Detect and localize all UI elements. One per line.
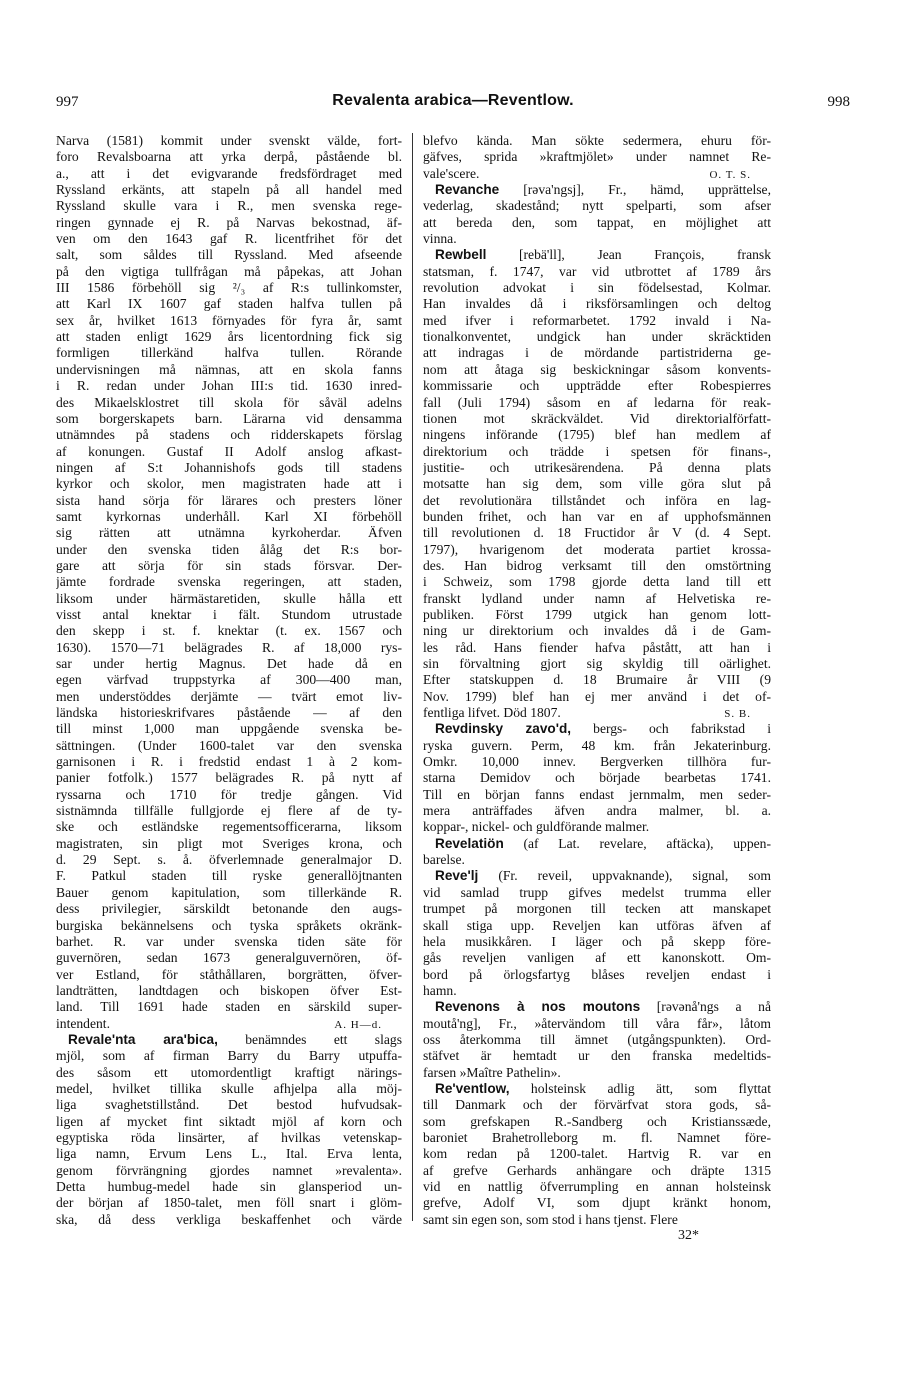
text-line: kyrkor och skolor, men magistraten hade att i xyxy=(56,476,402,492)
text-line: ven om den 1643 gaf R. licentfrihet för det xyxy=(56,231,402,247)
text-line: koppar-, nickel- och guldförande malmer. xyxy=(423,819,650,835)
text-line: till minst 1,000 man uppgående svenska be- xyxy=(56,721,402,737)
text-line: ningens införande (1795) blef han medlem af xyxy=(423,427,771,443)
entry-text: fentliga lifvet. Död 1807. xyxy=(423,705,561,721)
text-line: foro Revalsboarna att yrka derpå, påstående bl. xyxy=(56,149,402,165)
entry-text: bergs- och fabrikstad i xyxy=(571,721,771,737)
entry-text: (Fr. reveil, uppvaknande), signal, som xyxy=(478,868,771,884)
right-column xyxy=(423,133,771,1228)
page-number-right: 998 xyxy=(827,94,850,110)
text-line: trumpet på morgonen till tecken att manskapet xyxy=(423,901,771,917)
text-line: ning ur direktorium och invaldes då i de Gam- xyxy=(423,623,771,639)
entry-headword: Revenons à nos moutons xyxy=(435,999,641,1015)
text-line: guvernören, sedan 1673 generalguvernören, öf- xyxy=(56,950,402,966)
text-line: a., att i det evigvarande fredsfördraget med xyxy=(56,165,402,181)
text-line: att bereda den, som tappat, en möjlighet att xyxy=(423,214,771,230)
entry-headword: Re'ventlow, xyxy=(435,1080,510,1096)
text-line: sex år, hvilket 1613 förnyades för fyra år, samt xyxy=(56,312,402,328)
text-line: der början af 1850-talet, men föll snart i glöm- xyxy=(56,1195,402,1211)
text-line: ske och estländske regementsofficerarna, liksom xyxy=(56,819,402,835)
text-line: d. 29 Sept. s. å. öfverlemnade generalmajor D. xyxy=(56,852,402,868)
text-line: barhet. R. var under svenska tiden säte för xyxy=(56,933,402,949)
entry-first-line xyxy=(423,836,771,852)
text-line: men understöddes derjämte — tvärt emot liv- xyxy=(56,688,402,704)
entry-first-line xyxy=(423,247,771,263)
text-line: des Mikaelsklostret till skola för såväl adelns xyxy=(56,394,402,410)
text-line: blefvo kända. Man sökte sedermera, ehuru för- xyxy=(423,133,771,148)
text-line: ryssarna och 1710 för tredje gången. Vid xyxy=(56,786,402,802)
text-line: Till en början fanns endast jernmalm, men seder- xyxy=(423,786,771,802)
text-line: under den svenska tiden ålåg det R:s bor- xyxy=(56,541,402,557)
entry-headword: Revale'nta ara'bica, xyxy=(68,1031,218,1047)
text-line: des såsom ett utomordentligt kraftigt närings- xyxy=(56,1064,402,1080)
text-line: des. Han bidrog verksamt till den omstörtning xyxy=(423,557,771,573)
text-line: publiken. Först 1799 utgick han genom lott- xyxy=(423,606,771,622)
text-line: direktorium och trädde i spetsen för finans-, xyxy=(423,443,771,459)
text-line: landträtten, landtdagen och biskopen öfver Est- xyxy=(56,982,402,998)
text-line: vid en nattlig öfverrumpling en annan holsteinsk xyxy=(423,1179,771,1194)
entry-text: [rebä'll], Jean François, fransk xyxy=(486,247,771,263)
text-line: sin förvaltning gjort sig skyldig till oärlighet. xyxy=(423,656,771,671)
text-line: barelse. xyxy=(423,852,465,868)
text-line: sar under hertig Magnus. Det hade då en xyxy=(56,656,402,671)
entry-text: vale'scere. xyxy=(423,165,480,181)
text-line: kom redan på 1200-talet. Hartvig R. var en xyxy=(423,1146,771,1162)
text-line: Ryssland erkänts, att stapeln på all handel med xyxy=(56,182,402,198)
author-signature: O. T. S. xyxy=(709,168,751,181)
text-line: samt sin egen son, som stod i hans tjenst. Flere xyxy=(423,1211,678,1227)
text-line: F. Patkul staden till ryske generallöjtnanten xyxy=(56,868,402,884)
text-line: hela musikkåren. I läger och på skepp före- xyxy=(423,933,771,949)
column-divider xyxy=(412,133,413,1221)
text-line: ryska guvern. Perm, 48 km. från Jekaterinburg. xyxy=(423,737,771,753)
text-line: motsatte han sig dem, som ville göra slut på xyxy=(423,476,771,492)
entry-headword: Reve'lj xyxy=(435,868,479,884)
text-line: bord på örlogsfartyg blåses reveljen endast i xyxy=(423,966,771,982)
text-line: på den vigtiga tullfrågan må påpekas, att Johan xyxy=(56,263,402,279)
text-line: som grefskapen R.-Sandberg och Kristianssæde, xyxy=(423,1113,771,1129)
entry-headword: Revelatiön xyxy=(435,835,504,851)
text-line: medel, hvilket tillika skulle afhjelpa alla möj- xyxy=(56,1080,402,1096)
entry-first-line xyxy=(423,999,771,1015)
entry-text: benämndes ett slags xyxy=(217,1031,402,1047)
author-signature: A. H—d. xyxy=(334,1018,382,1031)
text-line: att indragas i de mördande partistriderna ge- xyxy=(423,345,771,361)
running-title: Revalenta arabica—Reventlow. xyxy=(332,92,574,109)
text-line: kommissarie och uppträdde efter Robespierres xyxy=(423,378,771,394)
text-line: Han invaldes då i riksförsamlingen och deltog xyxy=(423,296,771,312)
entry-headword: Revanche xyxy=(435,182,500,198)
text-line: salt, som såldes till Ryssland. Med afseende xyxy=(56,247,402,263)
text-line: ligen af mycket fint siktadt mjöl af korn och xyxy=(56,1113,402,1129)
entry-text: (af Lat. revelare, aftäcka), uppen- xyxy=(503,835,771,851)
text-line: sig rätten att utnämna kyrkoherdar. Äfven xyxy=(56,525,402,541)
text-line: baroniet Brahetrolleborg m. fl. Namnet före- xyxy=(423,1129,771,1145)
text-line: af konungen. Gustaf II Adolf anslog afkast- xyxy=(56,443,402,459)
text-line: oss återkomma till ämnet (utgångspunkten). Ord- xyxy=(423,1031,771,1047)
page-number-left: 997 xyxy=(56,94,79,110)
text-line: ländska historieskrifvares påstående — af den xyxy=(56,705,402,721)
text-line: fall (Juli 1794) såsom en af ledarna för reak- xyxy=(423,394,771,410)
text-line: dess privilegier, särskildt betonande den augs- xyxy=(56,901,402,917)
entry-headword: Revdinsky zavo'd, xyxy=(435,721,572,737)
text-line: genom förvrängning gjordes namnet »revalenta». xyxy=(56,1162,402,1178)
text-line: liga namn, Ervum Lens L., Ital. Erva lenta, xyxy=(56,1146,402,1162)
entry-text: holsteinsk adlig ätt, som flyttat xyxy=(509,1080,771,1096)
text-line: les råd. Hans fiender hafva påstått, att han i xyxy=(423,639,771,655)
text-line: i R. redan under Johan III:s tid. 1630 inred- xyxy=(56,378,402,394)
text-line: till revolutionen d. 18 Fructidor år V (d. 4 Sept. xyxy=(423,525,771,541)
entry-text: [rəvənå'ngs a nå xyxy=(640,999,771,1015)
text-line: Detta humbug-medel hade sin glansperiod un- xyxy=(56,1179,402,1194)
entry-first-line xyxy=(423,1081,771,1097)
entry-headword: Rewbell xyxy=(435,247,487,263)
entry-first-line xyxy=(423,721,771,737)
text-line: egen värfvad truppstyrka af 300—400 man, xyxy=(56,672,402,688)
text-line: hamn. xyxy=(423,982,457,998)
entry-closing-line xyxy=(423,705,771,721)
text-line: Ryssland skulle vara i R., men svenska rege- xyxy=(56,198,402,214)
text-line: ringen gynnade ej R. på Narvas bekostnad, äf- xyxy=(56,214,402,230)
text-line: magistraten, sin pligt mot Sveriges krona, och xyxy=(56,835,402,851)
text-line: grefve, Adolf VI, som djupt kränkt honom, xyxy=(423,1195,771,1211)
text-line: vinna. xyxy=(423,231,457,247)
text-line: sistnämnda tillfälle fullgjorde ej flere af de ty- xyxy=(56,803,402,819)
entry-text: [rəva'ngsj], Fr., hämd, upprättelse, xyxy=(499,182,771,198)
entry-text: intendent. xyxy=(56,1015,110,1031)
text-line: stäfvet är hemtadt ur den franska medeltids- xyxy=(423,1048,771,1064)
entry-first-line xyxy=(56,1032,402,1048)
text-line: moutå'ng], Fr., »återvändom till våra får», låtom xyxy=(423,1015,771,1031)
text-line: ningen af S:t Johannishofs gods till stadens xyxy=(56,459,402,475)
text-line: egyptiska röda linsärter, af hvilkas vetenskap- xyxy=(56,1129,402,1145)
text-line: tionalkonventet, undgick han under skräcktiden xyxy=(423,329,771,345)
left-column xyxy=(56,133,402,1228)
text-line: starna Demidov och började bearbetas 1741. xyxy=(423,770,771,786)
text-line: III 1586 förbehöll sig ²/₃ af R:s tullinkomster, xyxy=(56,280,402,296)
text-line: som borgerskapets barn. Lärarna vid densamma xyxy=(56,410,402,426)
text-line: det revolutionära tillståndet och införa en lag- xyxy=(423,492,771,508)
text-line: tionen mot skräckväldet. Vid direktorialförfatt- xyxy=(423,410,771,426)
text-line: 1630). 1570—71 belägrades R. af 18,000 rys- xyxy=(56,639,402,655)
text-line: af grefve Gerhards anhängare och dräpte 1315 xyxy=(423,1162,771,1178)
text-line: skall stiga upp. Reveljen kan utföras äfven af xyxy=(423,917,771,933)
entry-closing-line xyxy=(423,166,771,182)
text-line: liksom under härmästaretiden, skulle hålla ett xyxy=(56,590,402,606)
text-line: undervisningen må nämnas, att en skola fanns xyxy=(56,361,402,377)
text-line: ver Estland, för ståthållaren, borgrätten, öfver- xyxy=(56,966,402,982)
text-line: Nov. 1799) blef han ej mer använd i det of- xyxy=(423,688,771,704)
text-line: franskt lydland under namn af Helvetiska re- xyxy=(423,590,771,606)
text-line: land. Till 1691 hade staden en särskild super- xyxy=(56,999,402,1015)
text-line: gäfves, sprida »kraftmjölet» under namnet Re- xyxy=(423,149,771,165)
entry-first-line xyxy=(423,868,771,884)
text-line: mera anträffades äfven andra malmer, bl. a. xyxy=(423,803,771,819)
text-line: till Danmark och der förvärfvat stora gods, så- xyxy=(423,1097,771,1113)
author-signature: S. B. xyxy=(724,708,751,721)
text-line: justitie- och utrikesärendena. På denna plats xyxy=(423,459,771,475)
text-line: statsman, f. 1747, var vid utbrottet af 1789 års xyxy=(423,263,771,279)
text-line: visst antal knektar i fält. Stundom utrustade xyxy=(56,606,402,622)
text-line: revolution advokat i sin födelsestad, Kolmar. xyxy=(423,280,771,296)
entry-first-line xyxy=(423,182,771,198)
text-line: mjöl, som af firman Barry du Barry utpuffa- xyxy=(56,1048,402,1064)
text-line: samt kyrkornas underhåll. Karl XI förbehöll xyxy=(56,508,402,524)
printer-signature: 32* xyxy=(678,1228,699,1243)
text-line: att Karl IX 1607 gaf staden halfva tullen på xyxy=(56,296,402,312)
text-line: sättningen. (Under 1600-talet var den svenska xyxy=(56,737,402,753)
text-line: gås reveljen vanligen af ett kanonskott. Om- xyxy=(423,950,771,966)
text-line: jämte fordrade svenska regeringen, att staden, xyxy=(56,574,402,590)
text-line: garnisonen i R. i fredstid endast 1 à 2 kom- xyxy=(56,754,402,770)
text-line: panier fotfolk.) 1577 belägrades R. på nytt af xyxy=(56,770,402,786)
text-line: Bauer genom kapitulation, som tillerkände R. xyxy=(56,884,402,900)
text-line: ska, då dess verkliga beskaffenhet och värde xyxy=(56,1211,402,1227)
text-line: bunden frihet, och han var en af upphofsmännen xyxy=(423,508,771,524)
text-line: utnämndes på stadens och ridderskapets förslag xyxy=(56,427,402,443)
entry-closing-line xyxy=(56,1016,402,1032)
text-line: burgiska bekännelsens och tyska språkets okränk- xyxy=(56,917,402,933)
text-line: nom att åtaga sig beskickningar såsom konvents- xyxy=(423,361,771,377)
text-line: Omkr. 10,000 innev. Bergverken tillhöra fur- xyxy=(423,754,771,770)
text-line: farsen »Maître Pathelin». xyxy=(423,1064,561,1080)
text-line: gare att sörja för sin stads försvar. Der- xyxy=(56,557,402,573)
text-line: med ifver i reformarbetet. 1792 invald i Na- xyxy=(423,312,771,328)
text-line: Narva (1581) kommit under svenskt välde, fort- xyxy=(56,133,402,148)
text-line: liga svaghetstillstånd. Det bestod hufvudsak- xyxy=(56,1097,402,1113)
text-line: vederlag, skadestånd; nytt spelparti, som afser xyxy=(423,198,771,214)
text-line: vid samlad trupp gifves medelst trumma eller xyxy=(423,884,771,900)
text-line: att staden enligt 1629 års licentordning fick sig xyxy=(56,329,402,345)
text-line: Efter statskuppen d. 18 Brumaire år VIII (9 xyxy=(423,672,771,688)
text-line: den skepp i st. f. knektar (t. ex. 1567 och xyxy=(56,623,402,639)
page-header xyxy=(56,92,850,116)
text-line: i Schweiz, som 1798 gjorde detta land till ett xyxy=(423,574,771,590)
text-line: 1797), hvarigenom det moderata partiet krossa- xyxy=(423,541,771,557)
text-line: formligen tillerkänd halfva tullen. Rörande xyxy=(56,345,402,361)
text-line: sista hand sörja för lärares och presters löner xyxy=(56,492,402,508)
